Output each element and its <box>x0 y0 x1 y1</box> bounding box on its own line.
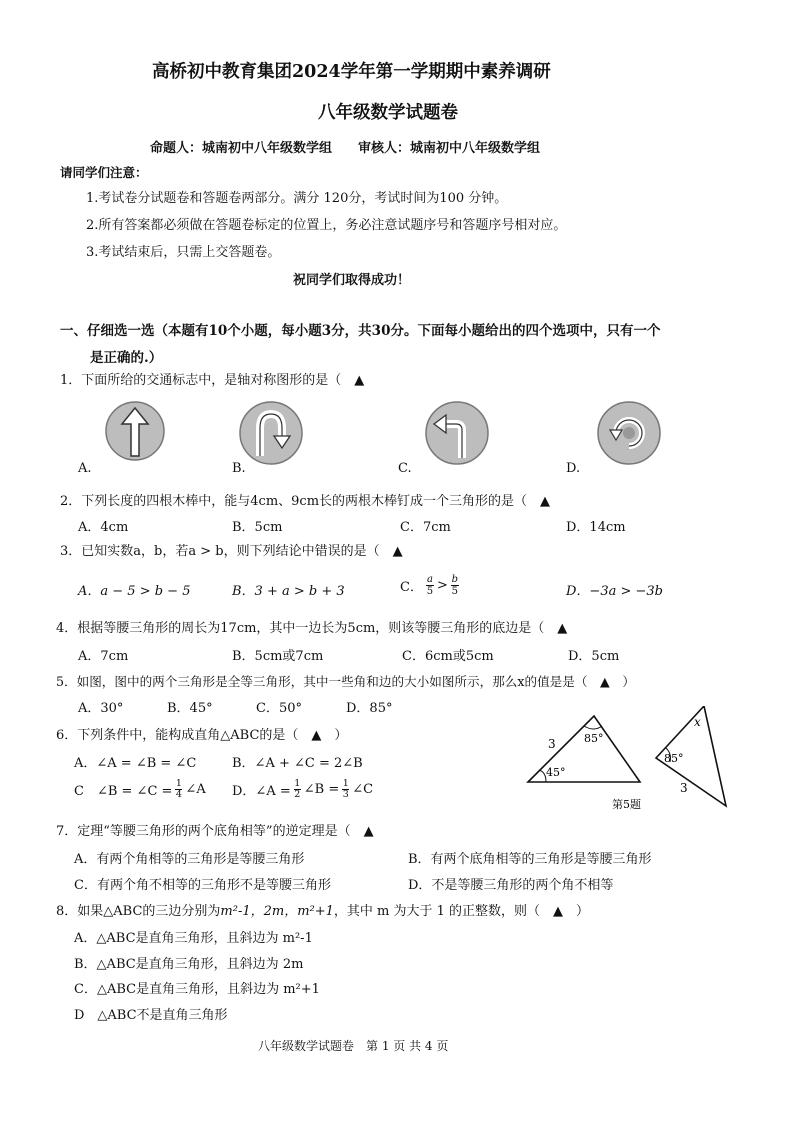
fraction <box>451 574 459 597</box>
right-side-label: 3 <box>680 781 688 795</box>
page-subtitle: 八年级数学试题卷 <box>318 103 458 123</box>
option-b: B．45° <box>167 701 213 716</box>
fraction <box>175 779 182 800</box>
option-d: D．不是等腰三角形的两个角不相等 <box>408 878 614 893</box>
fraction <box>426 574 434 597</box>
option-a: A．∠A = ∠B = ∠C <box>74 756 197 771</box>
section-heading: 一、仔细选一选（本题有10个小题，每小题3分，共30分。下面每小题给出的四个选项中，只有一个 <box>60 323 661 339</box>
option-d <box>232 779 373 800</box>
option-c-post: ∠A <box>185 782 206 797</box>
option-c <box>400 574 459 597</box>
right-angle-label: 85° <box>664 752 684 765</box>
fraction-den: 2 <box>294 789 301 800</box>
question-2-stem: 2．下列长度的四根木棒中，能与4cm、9cm长的两根木棒钉成一个三角形的是（ ▲ <box>60 494 551 509</box>
option-c: C．有两个角不相等的三角形不是等腰三角形 <box>74 878 331 893</box>
option-a: A．30° <box>78 701 124 716</box>
fraction <box>294 779 301 800</box>
option-c: C. <box>398 461 412 476</box>
authors-line: 命题人：城南初中八年级数学组 审核人：城南初中八年级数学组 <box>150 141 541 156</box>
option-d: D．−3a > −3b <box>566 584 663 599</box>
question-6-stem: 6．下列条件中，能构成直角△ABC的是（ ▲ ） <box>56 728 348 743</box>
option-b: B. <box>232 461 246 476</box>
fraction-num: 1 <box>175 778 182 789</box>
option-b: B．△ABC是直角三角形，且斜边为 2m <box>74 957 304 972</box>
notice-item: 3.考试结束后，只需上交答题卷。 <box>86 245 281 260</box>
fraction-num: 1 <box>342 778 349 789</box>
question-3-stem: 3．已知实数a，b，若a > b，则下列结论中错误的是（ ▲ <box>60 544 403 559</box>
option-c: C．6cm或5cm <box>402 649 494 664</box>
option-a: A. <box>78 461 92 476</box>
section-heading-cont: 是正确的.） <box>90 350 163 366</box>
question-8-stem <box>56 900 589 919</box>
notice-item: 1.考试卷分试题卷和答题卷两部分。满分 120分，考试时间为100 分钟。 <box>86 191 508 206</box>
notice-item: 2.所有答案都必须做在答题卷标定的位置上，务必注意试题序号和答题序号相对应。 <box>86 218 567 233</box>
fraction <box>342 779 349 800</box>
option-a: A．a − 5 > b − 5 <box>78 584 191 599</box>
option-d: D. <box>566 461 581 476</box>
notice-heading: 请同学们注意： <box>60 165 148 180</box>
option-b: B．5cm或7cm <box>232 649 324 664</box>
straight-arrow-sign-icon <box>104 400 166 462</box>
question-4-stem: 4．根据等腰三角形的周长为17cm，其中一边长为5cm，则该等腰三角形的底边是（ ▲ <box>56 621 568 636</box>
stem-pre: 8．如果△ABC的三边分别为 <box>56 904 221 919</box>
fraction-num: a <box>426 574 433 585</box>
stem-rest: ，其中 m 为大于 1 的正整数，则（ ▲ ） <box>333 904 590 919</box>
option-a: A．7cm <box>78 649 129 664</box>
question-5-stem: 5．如图，图中的两个三角形是全等三角形，其中一些角和边的大小如图所示，那么x的值是是（ ▲ ） <box>56 674 635 689</box>
option-b: B．∠A + ∠C = 2∠B <box>232 756 363 771</box>
option-d-mid: ∠B = <box>303 782 340 797</box>
question-5-figure <box>522 706 742 816</box>
option-c: C．50° <box>256 701 302 716</box>
question-1-stem: 1．下面所给的交通标志中，是轴对称图形的是（ ▲ <box>60 373 365 388</box>
option-c: C．△ABC是直角三角形，且斜边为 m²+1 <box>74 982 320 997</box>
wish-line: 祝同学们取得成功！ <box>293 273 411 288</box>
option-d-pre: D．∠A = <box>232 784 291 799</box>
fraction-num: 1 <box>294 778 301 789</box>
left-triangle <box>528 716 640 782</box>
option-d: D △ABC不是直角三角形 <box>74 1008 228 1023</box>
right-top-label: x <box>694 715 701 729</box>
left-bottom-angle: 45° <box>546 766 566 779</box>
question-7-stem: 7．定理“等腰三角形的两个底角相等”的逆定理是（ ▲ <box>56 824 374 839</box>
option-d: D．14cm <box>566 520 626 535</box>
gt-sign: > <box>436 578 448 593</box>
option-d: D．85° <box>346 701 393 716</box>
page-title: 高桥初中教育集团2024学年第一学期期中素养调研 <box>152 62 551 82</box>
option-c <box>74 779 206 800</box>
u-turn-sign-icon <box>238 400 304 466</box>
option-c-label: C． <box>400 580 423 595</box>
option-b: B．3 + a > b + 3 <box>232 584 345 599</box>
left-turn-sign-icon <box>424 400 490 466</box>
option-a: A．△ABC是直角三角形，且斜边为 m²-1 <box>74 931 313 946</box>
page-footer: 八年级数学试题卷 第 1 页 共 4 页 <box>258 1039 449 1053</box>
stem-sides: m²-1，2m，m²+1 <box>220 904 334 919</box>
fraction-den: 4 <box>175 789 182 800</box>
fraction-num: b <box>451 574 459 585</box>
option-c: C．7cm <box>400 520 451 535</box>
left-side-label: 3 <box>548 737 556 751</box>
fraction-den: 5 <box>451 586 459 597</box>
option-b: B．有两个底角相等的三角形是等腰三角形 <box>408 852 652 867</box>
option-d: D．5cm <box>568 649 620 664</box>
fraction-den: 3 <box>342 789 349 800</box>
option-d-post: ∠C <box>352 782 374 797</box>
option-c-pre: C ∠B = ∠C = <box>74 784 173 799</box>
fraction-den: 5 <box>426 586 434 597</box>
figure-caption: 第5题 <box>612 798 641 811</box>
option-a: A．有两个角相等的三角形是等腰三角形 <box>74 852 305 867</box>
option-b: B．5cm <box>232 520 283 535</box>
option-a: A．4cm <box>78 520 129 535</box>
left-top-angle: 85° <box>584 732 604 745</box>
roundabout-sign-icon <box>596 400 662 466</box>
